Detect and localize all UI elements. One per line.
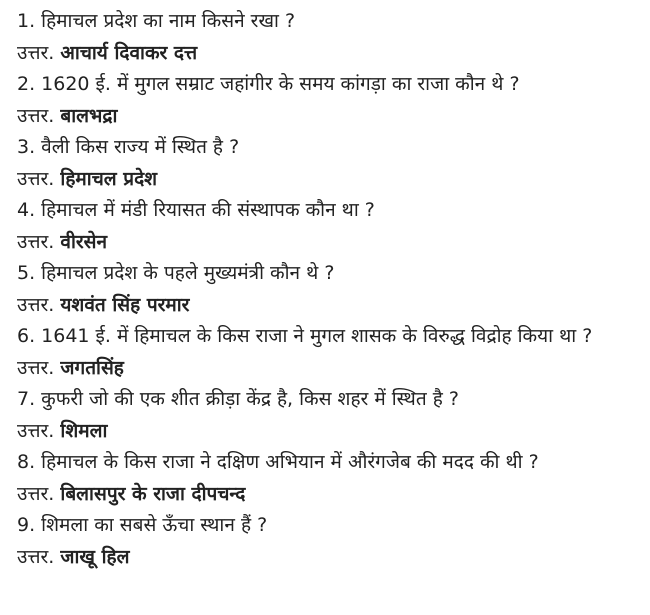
answer-prefix: उत्तर. xyxy=(17,41,55,64)
answer-prefix: उत्तर. xyxy=(17,356,55,379)
answer-8 xyxy=(17,479,650,511)
answer-prefix: उत्तर. xyxy=(17,293,55,316)
answer-1 xyxy=(17,38,650,70)
qa-item-5 xyxy=(17,258,650,321)
answer-text-5: यशवंत सिंह परमार xyxy=(60,293,190,316)
answer-text-6: जगतसिंह xyxy=(60,356,124,379)
answer-6 xyxy=(17,353,650,385)
answer-5 xyxy=(17,290,650,322)
answer-text-7: शिमला xyxy=(60,419,108,442)
question-1: 1. हिमाचल प्रदेश का नाम किसने रखा ? xyxy=(17,10,296,32)
question-9: 9. शिमला का सबसे ऊँचा स्थान हैं ? xyxy=(17,514,268,536)
qa-item-4 xyxy=(17,195,650,258)
question-4: 4. हिमाचल में मंडी रियासत की संस्थापक कौन था ? xyxy=(17,199,375,221)
qa-item-1 xyxy=(17,6,650,69)
answer-prefix: उत्तर. xyxy=(17,167,55,190)
question-2: 2. 1620 ई. में मुगल सम्राट जहांगीर के समय कांगड़ा का राजा कौन थे ? xyxy=(17,73,520,95)
qa-item-9 xyxy=(17,510,650,573)
answer-text-3: हिमाचल प्रदेश xyxy=(60,167,158,190)
answer-7 xyxy=(17,416,650,448)
answer-prefix: उत्तर. xyxy=(17,482,55,505)
answer-text-2: बालभद्रा xyxy=(60,104,118,127)
qa-item-7 xyxy=(17,384,650,447)
question-6: 6. 1641 ई. में हिमाचल के किस राजा ने मुगल शासक के विरुद्ध विद्रोह किया था ? xyxy=(17,325,593,347)
answer-4 xyxy=(17,227,650,259)
answer-prefix: उत्तर. xyxy=(17,104,55,127)
answer-2 xyxy=(17,101,650,133)
answer-9 xyxy=(17,542,650,574)
answer-text-4: वीरसेन xyxy=(60,230,108,253)
question-7: 7. कुफरी जो की एक शीत क्रीड़ा केंद्र है, किस शहर में स्थित है ? xyxy=(17,388,459,410)
answer-text-9: जाखू हिल xyxy=(60,545,130,568)
question-3: 3. वैली किस राज्य में स्थित है ? xyxy=(17,136,240,158)
qa-item-8 xyxy=(17,447,650,510)
answer-prefix: उत्तर. xyxy=(17,230,55,253)
qa-item-6 xyxy=(17,321,650,384)
answer-text-8: बिलासपुर के राजा दीपचन्द xyxy=(60,482,246,505)
answer-text-1: आचार्य दिवाकर दत्त xyxy=(60,41,198,64)
qa-item-3 xyxy=(17,132,650,195)
qa-item-2 xyxy=(17,69,650,132)
question-5: 5. हिमाचल प्रदेश के पहले मुख्यमंत्री कौन थे ? xyxy=(17,262,335,284)
question-8: 8. हिमाचल के किस राजा ने दक्षिण अभियान में औरंगजेब की मदद की थी ? xyxy=(17,451,539,473)
answer-prefix: उत्तर. xyxy=(17,545,55,568)
answer-prefix: उत्तर. xyxy=(17,419,55,442)
answer-3 xyxy=(17,164,650,196)
